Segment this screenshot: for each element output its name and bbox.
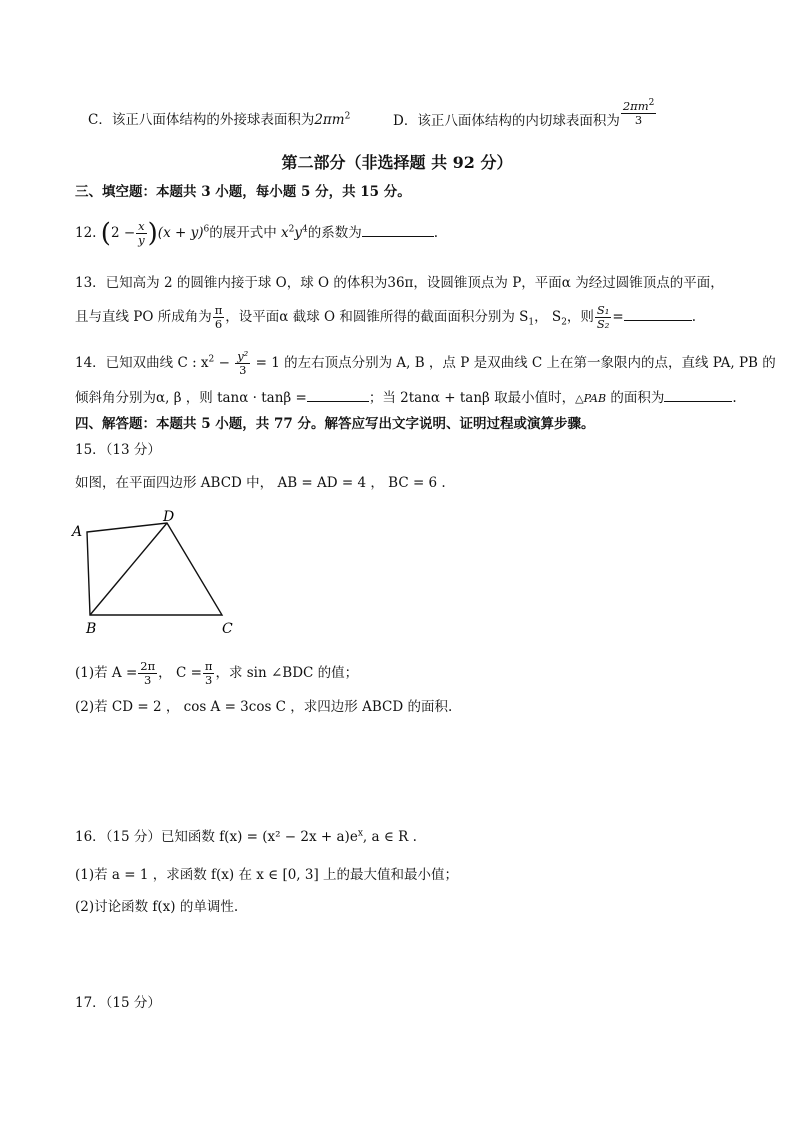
q13-pi-den: 6	[214, 317, 223, 331]
option-d	[393, 100, 657, 127]
option-d-num: 2πm	[622, 99, 649, 113]
diagonal-bd	[90, 523, 167, 615]
label-d: D	[163, 509, 175, 525]
q15-head: 15．（13 分）	[75, 442, 161, 458]
q13-line2b: ，设平面α 截球 O 和圆锥所得的截面面积分别为 S	[225, 309, 529, 325]
q16-tail: , a ∈ R .	[362, 829, 417, 845]
q12-end: .	[433, 225, 439, 241]
q15-intro: 如图，在平面四边形 ABCD 中， AB = AD = 4 ， BC = 6 .	[75, 475, 446, 491]
q15-part1	[75, 660, 358, 687]
q12-answer-blank[interactable]	[362, 224, 434, 237]
q12-term-exp2: 4	[302, 224, 308, 235]
label-b: B	[86, 621, 97, 637]
q12-number: 12.	[75, 225, 97, 241]
q12-frac-den: y	[138, 233, 145, 247]
q15-p1-den2: 3	[205, 673, 213, 687]
q13-line2	[75, 304, 696, 331]
q14-line1b: = 1 的左右顶点分别为 A, B ，点 P 是双曲线 C 上在第一象限内的点，直线 PA, PB 的	[251, 355, 776, 371]
option-d-text: D．该正八面体结构的内切球表面积为	[393, 113, 620, 129]
q13-end: .	[691, 309, 697, 325]
q13-line1: 13．已知高为 2 的圆锥内接于球 O，球 O 的体积为36π，设圆锥顶点为 P，平面α 为经过圆锥顶点的平面，	[75, 275, 724, 291]
q14-x-exp: 2	[208, 354, 215, 365]
q14-line2a: 倾斜角分别为α, β ，则 tanα · tanβ =	[75, 390, 307, 406]
q12-expr: (x + y)	[157, 225, 204, 241]
q14-line1	[75, 350, 776, 377]
option-d-den: 3	[634, 113, 643, 127]
q13-ratio-den: S₂	[596, 317, 610, 331]
q13-eq: =	[612, 309, 624, 325]
q15-part2: (2)若 CD = 2 ， cos A = 3cos C ，求四边形 ABCD 的面积.	[75, 699, 453, 715]
option-d-frac	[621, 100, 657, 127]
q12-two: 2 −	[110, 225, 136, 241]
q16-head	[75, 828, 417, 846]
q14-line2c: 的面积为	[606, 390, 665, 406]
section3-heading: 三、填空题：本题共 3 小题，每小题 5 分，共 15 分。	[75, 184, 411, 200]
label-a: A	[72, 524, 83, 540]
q13-s1-sub: 1	[528, 317, 535, 328]
q13-line2a: 且与直线 PO 所成角为	[75, 309, 212, 325]
q13-line2c: ， S	[534, 309, 562, 325]
q12-text: 的展开式中	[209, 225, 277, 241]
q13-ratio-num: S₁	[596, 303, 610, 317]
q15-p1b: ， C =	[158, 665, 202, 681]
quad-outline	[87, 523, 222, 615]
option-c-math: 2πm	[314, 112, 345, 128]
q14-answer-blank-2[interactable]	[664, 389, 732, 402]
q15-p1c: ，求 sin ∠BDC 的值；	[215, 665, 359, 681]
q12-exp: 6	[203, 224, 210, 235]
q17-head: 17．（15 分）	[75, 995, 161, 1011]
q14-minus: −	[214, 355, 235, 371]
q16-exp: x	[357, 828, 363, 839]
option-c	[88, 108, 350, 128]
q16-head-text: 16．（15 分）已知函数 f(x) = (x² − 2x + a)e	[75, 829, 358, 845]
q12-term-x: x	[281, 225, 289, 241]
q15-p1a: (1)若 A =	[75, 665, 138, 681]
q14-line1a: 14．已知双曲线 C : x	[75, 355, 209, 371]
q14-line2	[75, 389, 737, 408]
q14-triangle: △PAB	[575, 392, 607, 405]
quadrilateral-figure	[70, 508, 250, 638]
label-c: C	[222, 621, 233, 637]
q14-end: .	[732, 390, 737, 406]
q16-part1: (1)若 a = 1 ，求函数 f(x) 在 x ∈ [0, 3] 上的最大值和最小值；	[75, 867, 459, 883]
q14-answer-blank-1[interactable]	[307, 389, 369, 402]
section4-heading: 四、解答题：本题共 5 小题，共 77 分。解答应写出文字说明、证明过程或演算步骤。	[75, 416, 595, 432]
q12-frac-num: x	[138, 219, 145, 233]
q12-term-y: y	[294, 225, 302, 241]
option-c-text: C．该正八面体结构的外接球表面积为	[88, 112, 315, 128]
q12-term-exp1: 2	[288, 224, 295, 235]
q14-line2b: ；当 2tanα + tanβ 取最小值时，	[368, 390, 576, 406]
option-d-num-exp: 2	[648, 98, 655, 109]
q15-p1-num: 2π	[140, 659, 156, 673]
q13-pi-num: π	[214, 303, 223, 317]
part2-title: 第二部分（非选择题 共 92 分）	[281, 153, 513, 172]
q14-y-num: y²	[237, 349, 249, 363]
q13-line2d: ，则	[566, 309, 594, 325]
q12: 12. (2 − $\frac{x}{y}$ )$(x + y)^6$的展开式中 $x^2y^4$的系数为 .	[75, 218, 439, 249]
q14-y-den: 3	[239, 363, 247, 377]
q16-part2: (2)讨论函数 f(x) 的单调性.	[75, 899, 239, 915]
option-c-exp: 2	[344, 111, 351, 122]
q15-p1-den: 3	[144, 673, 152, 687]
q12-text2: 的系数为	[307, 225, 362, 241]
q13-s2-sub: 2	[561, 317, 567, 328]
q15-p1-num2: π	[204, 659, 213, 673]
q13-answer-blank[interactable]	[624, 308, 692, 321]
